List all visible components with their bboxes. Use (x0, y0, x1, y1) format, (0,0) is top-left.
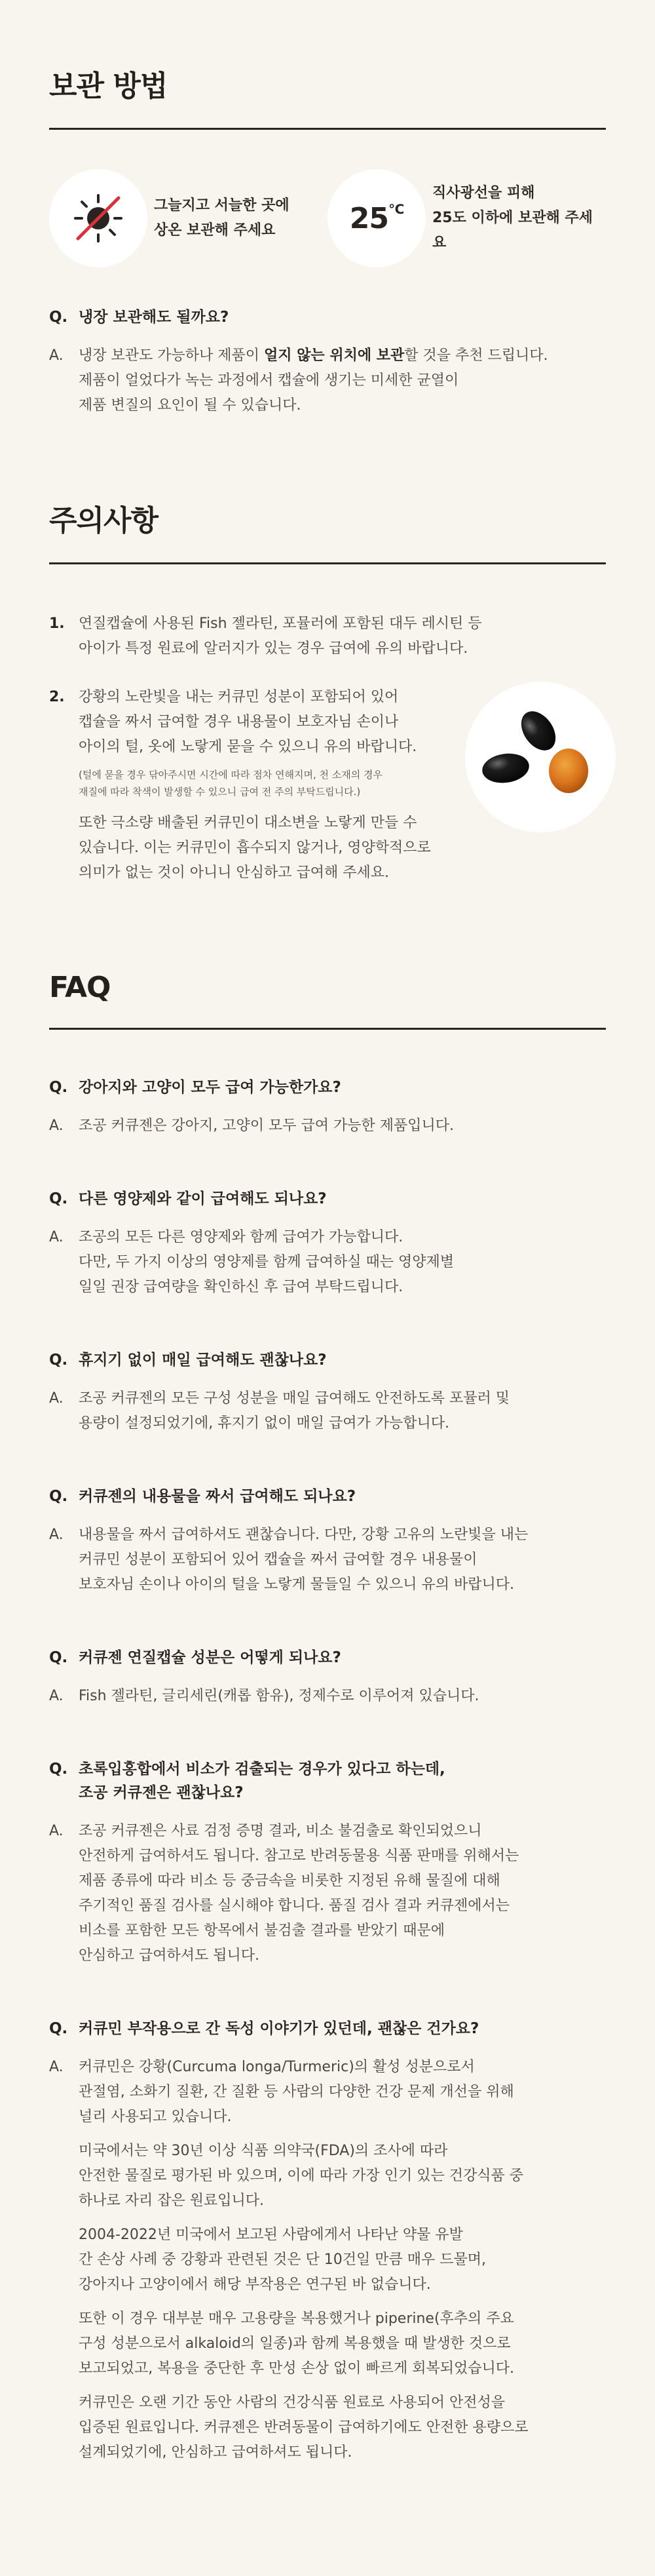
answer-line: 관절염, 소화기 질환, 간 질환 등 사람의 다양한 건강 문제 개선을 위해 (79, 2084, 514, 2100)
answer-body (79, 1819, 519, 1968)
answer-mark: A. (49, 2059, 64, 2075)
caution-line: 캡슐을 짜서 급여할 경우 내용물이 보호자님 손이나 (79, 714, 399, 730)
caution-item-2 (49, 685, 606, 886)
caution-body (79, 612, 482, 661)
question-text (79, 1485, 356, 1508)
answer-line-3: 제품 변질의 요인이 될 수 있습니다. (79, 397, 301, 414)
question-line: 휴지기 없이 매일 급여해도 괜찮나요? (79, 1352, 327, 1369)
answer-line: 미국에서는 약 30년 이상 식품 의약국(FDA)의 조사에 따라 (79, 2143, 448, 2159)
faq-item (49, 1485, 606, 1597)
answer-line: 안전하게 급여하셔도 됩니다. 참고로 반려동물용 식품 판매를 위해서는 (79, 1848, 519, 1864)
answer-paragraph (79, 1386, 510, 1436)
question-line: 커큐젠 연질캡슐 성분은 어떻게 되나요? (79, 1649, 341, 1666)
answer-mark: A. (49, 1823, 64, 1839)
faq-answer (49, 1386, 606, 1436)
caution-line: 강황의 노란빛을 내는 커큐민 성분이 포함되어 있어 (79, 689, 399, 705)
storage-section (49, 0, 606, 418)
temperature-value (350, 202, 403, 235)
faq-question (49, 2017, 606, 2040)
faq-list (49, 1076, 606, 2465)
question-line: 다른 영양제와 같이 급여해도 되나요? (79, 1190, 327, 1207)
question-line: 강아지와 고양이 모두 급여 가능한가요? (79, 1079, 341, 1096)
question-line: 커큐젠의 내용물을 짜서 급여해도 되나요? (79, 1488, 356, 1505)
answer-mark: A. (49, 347, 64, 364)
answer-line: 설계되었기에, 안심하고 급여하셔도 됩니다. (79, 2444, 352, 2461)
caution-line: 연질캡슐에 사용된 Fish 젤라틴, 포뮬러에 포함된 대두 레시틴 등 (79, 615, 482, 632)
answer-line: 일일 권장 급여량을 확인하신 후 급여 부탁드립니다. (79, 1279, 403, 1295)
storage-tip-shade-line2: 상온 보관해 주세요 (154, 222, 276, 239)
answer-line: 커큐민은 강황(Curcuma longa/Turmeric)의 활성 성분으로서 (79, 2059, 475, 2075)
answer-line: 커큐민은 오랜 기간 동안 사람의 건강식품 원료로 사용되어 안전성을 (79, 2394, 506, 2411)
no-sun-icon (49, 169, 147, 267)
answer-body (79, 1523, 528, 1597)
faq-answer (49, 1684, 606, 1709)
faq-question (49, 1646, 606, 1669)
temperature-number: 25 (349, 201, 388, 235)
answer-paragraph (79, 2223, 529, 2297)
capsule-image (465, 682, 616, 832)
faq-question (49, 1187, 606, 1211)
storage-tip-temperature-line2: 25도 이하에 보관해 주세요 (432, 210, 593, 251)
answer-line: 보호자님 손이나 아이의 털을 노랗게 물들일 수 있으니 유의 바랍니다. (79, 1576, 514, 1593)
question-text (79, 1187, 327, 1211)
temperature-icon (328, 169, 426, 267)
question-mark: Q. (49, 1649, 68, 1666)
answer-mark: A. (49, 1688, 64, 1704)
answer-body (79, 2055, 529, 2465)
faq-answer (49, 2055, 606, 2465)
storage-tip-temperature (328, 169, 606, 267)
answer-line: 강아지나 고양이에서 해당 부작용은 연구된 바 없습니다. (79, 2276, 431, 2293)
faq-item (49, 1757, 606, 1968)
caution-note (79, 766, 431, 800)
answer-line: 조공 커큐젠은 사료 검정 증명 결과, 비소 불검출로 확인되었으니 (79, 1823, 482, 1839)
answer-line: 안전한 물질로 평가된 바 있으며, 이에 따라 가장 인기 있는 건강식품 중 (79, 2168, 523, 2184)
caution-line: 아이의 털, 옷에 노랗게 묻을 수 있으니 유의 바랍니다. (79, 739, 417, 755)
answer-line: Fish 젤라틴, 글리세린(캐롭 함유), 정제수로 이루어져 있습니다. (79, 1688, 479, 1704)
question-text (79, 1646, 341, 1669)
answer-pre: 냉장 보관도 가능하나 제품이 (79, 347, 264, 364)
question-mark: Q. (49, 1761, 68, 1778)
faq-item (49, 2017, 606, 2465)
answer-paragraph (79, 1523, 528, 1597)
answer-line: 조공 커큐젠은 강아지, 고양이 모두 급여 가능한 제품입니다. (79, 1118, 454, 1134)
question-mark: Q. (49, 2020, 68, 2037)
answer-line: 다만, 두 가지 이상의 영양제를 함께 급여하실 때는 영양제별 (79, 1254, 454, 1270)
answer-line: 또한 이 경우 대부분 매우 고용량을 복용했거나 piperine(후추의 주요 (79, 2311, 514, 2327)
answer-line: 널리 사용되고 있습니다. (79, 2109, 232, 2125)
faq-question (49, 1485, 606, 1508)
caution-line: 또한 극소량 배출된 커큐민이 대소변을 노랗게 만들 수 (79, 815, 417, 831)
answer-line: 구성 성분으로서 alkaloid의 일종)과 함께 복용했을 때 발생한 것으로 (79, 2335, 511, 2352)
caution-line: 아이가 특정 원료에 알러지가 있는 경우 급여에 유의 바랍니다. (79, 640, 468, 657)
caution-body (79, 685, 431, 886)
caution-note-line: 재질에 따라 착색이 발생할 수 있으니 급여 전 주의 부탁드립니다.) (79, 786, 361, 798)
answer-body (79, 1225, 454, 1300)
answer-body (79, 1684, 479, 1709)
faq-item (49, 1076, 606, 1139)
answer-body (79, 1114, 454, 1139)
answer-paragraph (79, 1819, 519, 1968)
storage-tip-temperature-text (432, 181, 606, 256)
answer-line: 2004-2022년 미국에서 보고된 사람에게서 나타난 약물 유발 (79, 2227, 463, 2243)
faq-answer (49, 1225, 606, 1300)
answer-paragraph (79, 1684, 479, 1709)
storage-divider (49, 128, 606, 130)
question-line: 커큐민 부작용으로 간 독성 이야기가 있던데, 괜찮은 건가요? (79, 2020, 479, 2037)
answer-mark: A. (49, 1527, 64, 1543)
faq-section (49, 971, 606, 2465)
storage-answer (49, 343, 606, 418)
answer-paragraph (79, 1225, 454, 1300)
faq-answer (49, 1523, 606, 1597)
storage-question (49, 305, 606, 329)
storage-tip-shade-text (154, 193, 290, 243)
answer-line: 보고되었고, 복용을 중단한 후 만성 손상 없이 빠르게 회복되었습니다. (79, 2360, 514, 2377)
caution-title: 주의사항 (49, 504, 159, 537)
faq-divider (49, 1028, 606, 1030)
faq-question (49, 1076, 606, 1099)
question-mark: Q. (49, 1352, 68, 1369)
caution-note-line: (털에 묻을 경우 닦아주시면 시간에 따라 점차 연해지며, 천 소재의 경우 (79, 769, 383, 781)
question-line: 조공 커큐젠은 괜찮나요? (79, 1784, 244, 1801)
question-line: 초록입홍합에서 비소가 검출되는 경우가 있다고 하는데, (79, 1761, 445, 1778)
caution-number: 2. (49, 689, 65, 705)
answer-post: 할 것을 추천 드립니다. (404, 347, 548, 364)
faq-title: FAQ (49, 971, 111, 1004)
answer-paragraph (79, 1114, 454, 1139)
question-mark: Q. (49, 1190, 68, 1207)
caution-item-1 (49, 612, 606, 661)
faq-item (49, 1348, 606, 1436)
answer-mark: A. (49, 1390, 64, 1407)
answer-paragraph (79, 2307, 529, 2381)
answer-paragraph (79, 2139, 529, 2214)
question-text: 냉장 보관해도 될까요? (79, 309, 229, 326)
caution-divider (49, 562, 606, 564)
question-text (79, 1757, 445, 1805)
faq-question (49, 1757, 606, 1805)
answer-line: 용량이 설정되었기에, 휴지기 없이 매일 급여가 가능합니다. (79, 1415, 449, 1432)
answer-line-1 (79, 343, 548, 368)
temperature-unit: ℃ (388, 201, 404, 217)
answer-body (79, 1386, 510, 1436)
question-mark: Q. (49, 1488, 68, 1505)
caution-list (49, 612, 606, 886)
faq-item (49, 1646, 606, 1709)
answer-mark: A. (49, 1229, 64, 1245)
storage-tip-shade (49, 169, 328, 267)
answer-line: 하나로 자리 잡은 원료입니다. (79, 2193, 264, 2209)
caution-line: 의미가 없는 것이 아니니 안심하고 급여해 주세요. (79, 865, 389, 881)
answer-paragraph (79, 2055, 529, 2130)
storage-tip-shade-line1: 그늘지고 서늘한 곳에 (154, 197, 290, 214)
storage-tips (49, 169, 606, 267)
question-text (79, 1348, 327, 1372)
faq-question (49, 1348, 606, 1372)
answer-paragraph (79, 2391, 529, 2465)
answer-line: 간 손상 사례 중 강황과 관련된 것은 단 10건일 만큼 매우 드물며, (79, 2252, 486, 2268)
storage-qa (49, 305, 606, 418)
answer-line: 주기적인 품질 검사를 실시해야 합니다. 품질 검사 결과 커큐젠에서는 (79, 1898, 510, 1914)
storage-title: 보관 방법 (49, 69, 168, 103)
answer-line-2: 제품이 얼었다가 녹는 과정에서 캡슐에 생기는 미세한 균열이 (79, 372, 459, 389)
answer-mark: A. (49, 1118, 64, 1134)
faq-item (49, 1187, 606, 1300)
answer-line: 입증된 원료입니다. 커큐젠은 반려동물이 급여하기에도 안전한 용량으로 (79, 2419, 529, 2436)
answer-line: 조공의 모든 다른 영양제와 함께 급여가 가능합니다. (79, 1229, 403, 1245)
answer-line: 조공 커큐젠의 모든 구성 성분을 매일 급여해도 안전하도록 포뮬러 및 (79, 1390, 510, 1407)
answer-body (79, 343, 548, 418)
answer-line: 비소를 포함한 모든 항목에서 불검출 결과를 받았기 때문에 (79, 1922, 445, 1939)
answer-line: 안심하고 급여하셔도 됩니다. (79, 1947, 260, 1964)
question-mark: Q. (49, 309, 68, 326)
answer-line: 내용물을 짜서 급여하셔도 괜찮습니다. 다만, 강황 고유의 노란빛을 내는 (79, 1527, 529, 1543)
question-text (79, 2017, 479, 2040)
storage-tip-temperature-line1: 직사광선을 피해 (432, 185, 535, 201)
faq-answer (49, 1819, 606, 1968)
question-mark: Q. (49, 1079, 68, 1096)
caution-line: 있습니다. 이는 커큐민이 흡수되지 않거나, 영양학적으로 (79, 840, 431, 856)
caution-number: 1. (49, 615, 65, 632)
answer-emphasis: 얼지 않는 위치에 보관 (264, 347, 405, 364)
caution-section (49, 497, 606, 886)
answer-line: 커큐민 성분이 포함되어 있어 캡슐을 짜서 급여할 경우 내용물이 (79, 1551, 477, 1568)
question-text (79, 1076, 341, 1099)
answer-line: 제품 종류에 따라 비소 등 중금속을 비롯한 지정된 유해 물질에 대해 (79, 1873, 500, 1889)
faq-answer (49, 1114, 606, 1139)
